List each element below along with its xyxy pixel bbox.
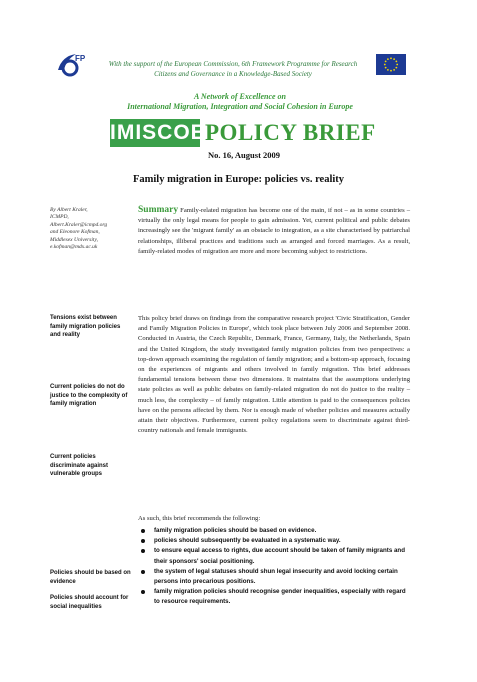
margin-note: Current policies do not do justice to the complexity of family migration xyxy=(50,384,128,408)
issue-number: No. 16, August 2009 xyxy=(208,150,281,160)
author-email: e.kofman@mdx.ac.uk xyxy=(50,244,98,251)
recommendation-item: to ensure equal access to rights, due account should be taken of family migrants and their sponsors' social positioning. xyxy=(138,546,410,566)
eu-flag-icon xyxy=(376,54,406,75)
policy-brief-heading: POLICY BRIEF xyxy=(205,120,376,145)
summary-text: Family-related migration has become one of the main, if not – as in some countries – virtually the only legal means for people to gain admission. Yet, current political and public debates increasingly see the 'migrant family' as an obstacle to integration, as a site characterised by patriarchal relationships, illiberal practices and traditions such as arranged and forced marriages. As a result, family-related modes of migration are more and more becoming subject to restrictions. xyxy=(138,207,410,255)
eu-star-icon xyxy=(390,57,392,59)
author-line: ICMPD, xyxy=(50,214,69,221)
svg-text:FP: FP xyxy=(75,54,86,63)
eu-star-icon xyxy=(395,67,397,69)
recommendation-item: the system of legal statuses should shun legal insecurity and avoid locking certain persons into precarious positions. xyxy=(138,567,410,587)
eu-star-icon xyxy=(393,69,395,71)
margin-note: Current policies discriminate against vulnerable groups xyxy=(50,454,109,478)
eu-star-icon xyxy=(395,61,397,63)
imiscoe-logo: IMISCOE xyxy=(110,119,200,147)
margin-note: Policies should account for social inequalities xyxy=(50,595,129,610)
author-line: By Albert Kraler, xyxy=(50,207,88,213)
fp6-logo xyxy=(54,50,88,80)
author-email: Albert.Kraler@icmpd.org xyxy=(50,221,108,228)
recommendation-item: family migration policies should recognise gender inequalities, especially with regard to resource requirements. xyxy=(138,587,410,607)
recommendations-intro: As such, this brief recommends the following: xyxy=(138,515,261,522)
eu-star-icon xyxy=(387,69,389,71)
recommendations-list xyxy=(138,526,410,608)
author-line: Middlesex University, xyxy=(50,236,98,243)
eu-star-icon xyxy=(384,64,386,66)
funding-statement: With the support of the European Commission, 6th Framework Programme for Research Citizens and Governance in a Knowledge-Based Society xyxy=(108,60,358,78)
eu-star-icon xyxy=(387,58,389,60)
margin-note: Tensions exist between family migration policies and reality xyxy=(50,315,121,339)
recommendation-item: family migration policies should be based on evidence. xyxy=(138,526,410,536)
eu-star-icon xyxy=(385,61,387,63)
body-paragraph: This policy brief draws on findings from the comparative research project 'Civic Stratification, Gender and Family Migration Policies in Europe', which took place between July 2006 and September 2008. Conducted in Austria, the Czech Republic, Denmark, France, Germany, Italy, the Netherlands, Spain and the United Kingdom, the study investigated family migration policies from two perspectives: a top-down approach examining the regulation of family migration; and a bottom-up approach, focusing on the experiences of migrants and others involved in family migration. This brief addresses fundamental tensions between these two dimensions. It maintains that the assumptions underlying state policies as well as public debates on family-related migration do not do justice to the reality – much less, the complexity – of family migration. Little attention is paid to the consequences policies have on the persons affected by them. Nor is enough made of whether policies and measures actually attain their objectives. Furthermore, current policy regulations seem to discriminate against third-country nationals and female immigrants. xyxy=(138,315,410,435)
recommendation-item: policies should subsequently be evaluated in a systematic way. xyxy=(138,536,410,546)
eu-star-icon xyxy=(393,58,395,60)
eu-star-icon xyxy=(390,70,392,72)
document-title: Family migration in Europe: policies vs. reality xyxy=(132,174,345,185)
network-line-1: A Network of Excellence on xyxy=(194,92,286,101)
margin-note: Policies should be based on evidence xyxy=(50,570,131,585)
summary-label: Summary xyxy=(138,205,179,215)
summary-paragraph xyxy=(138,205,410,257)
eu-star-icon xyxy=(396,64,398,66)
eu-star-icon xyxy=(385,67,387,69)
author-line: and Eleonore Kofman, xyxy=(50,229,100,236)
network-tagline xyxy=(80,92,400,112)
author-block xyxy=(50,207,132,251)
network-line-2: International Migration, Integration and Social Cohesion in Europe xyxy=(127,102,353,111)
